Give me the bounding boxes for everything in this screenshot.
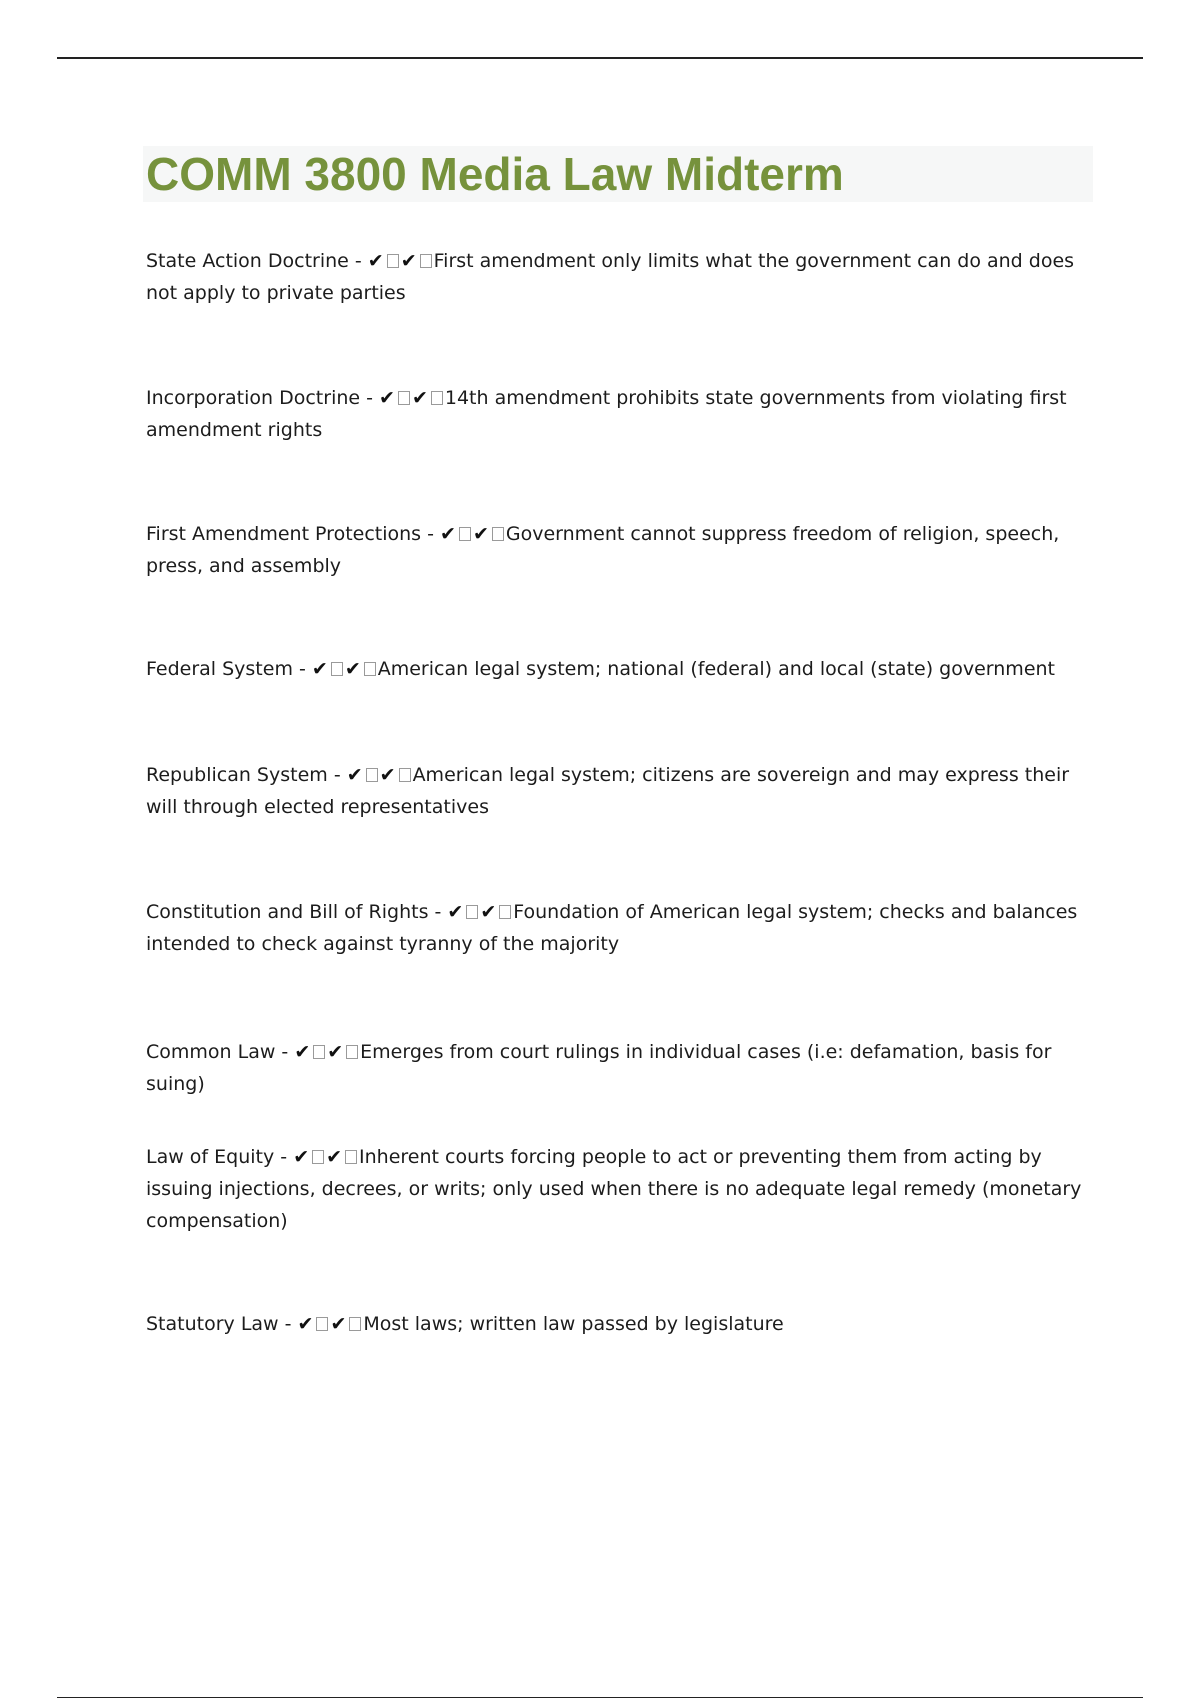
check-mark-icon: ✔ (472, 523, 489, 545)
check-mark-icon: ✔ (411, 387, 428, 409)
empty-box-icon (466, 905, 478, 919)
check-mark-icon: ✔ (311, 658, 328, 680)
entry-separator: - (428, 901, 448, 923)
entry-definition: Government cannot suppress freedom of religion, speech, press, and assembly (146, 523, 1060, 577)
entry-statutory-law (146, 1308, 1086, 1340)
empty-box-icon (316, 1317, 328, 1331)
entry-definition: 14th amendment prohibits state governments from violating first amendment rights (146, 387, 1067, 441)
entry-term: Republican System (146, 764, 328, 786)
entry-separator: - (421, 523, 441, 545)
entry-separator: - (275, 1041, 295, 1063)
entry-definition: Emerges from court rulings in individual cases (i.e: defamation, basis for suing) (146, 1041, 1052, 1095)
top-rule (57, 57, 1143, 59)
empty-box-icon (398, 391, 410, 405)
empty-box-icon (459, 527, 471, 541)
entry-separator: - (327, 764, 347, 786)
empty-box-icon (399, 768, 411, 782)
entry-common-law (146, 1036, 1086, 1100)
check-mark-icon: ✔ (327, 1041, 344, 1063)
empty-box-icon (499, 905, 511, 919)
check-mark-icon: ✔ (294, 1041, 311, 1063)
entry-definition: Inherent courts forcing people to act or preventing them from acting by issuing injections, decrees, or writs; only used when there is no adequate legal remedy (monetary compensation) (146, 1146, 1082, 1232)
entry-separator: - (278, 1313, 298, 1335)
entry-incorporation-doctrine (146, 382, 1086, 446)
entry-definition: American legal system; citizens are sovereign and may express their will through elected representatives (146, 764, 1070, 818)
empty-box-icon (431, 391, 443, 405)
empty-box-icon (346, 1045, 358, 1059)
entry-first-amendment-protections (146, 518, 1086, 582)
entry-term: Common Law (146, 1041, 276, 1063)
check-mark-icon: ✔ (297, 1313, 314, 1335)
entry-term: State Action Doctrine (146, 250, 349, 272)
entry-term: Law of Equity (146, 1146, 275, 1168)
check-mark-icon: ✔ (440, 523, 456, 545)
empty-box-icon (312, 1150, 324, 1164)
check-mark-icon: ✔ (344, 658, 361, 680)
entry-separator: - (360, 387, 380, 409)
entry-republican-system (146, 759, 1086, 823)
check-mark-icon: ✔ (367, 250, 384, 272)
entry-state-action-doctrine (146, 245, 1086, 309)
check-mark-icon: ✔ (379, 764, 396, 786)
entry-separator: - (348, 250, 368, 272)
empty-box-icon (364, 662, 376, 676)
entry-definition: American legal system; national (federal) and local (state) government (377, 658, 1055, 680)
empty-box-icon (366, 768, 378, 782)
entry-term: First Amendment Protections (146, 523, 422, 545)
entry-term: Constitution and Bill of Rights (146, 901, 429, 923)
document-title: COMM 3800 Media Law Midterm (146, 148, 844, 200)
empty-box-icon (349, 1317, 361, 1331)
entry-term: Federal System (146, 658, 293, 680)
empty-box-icon (420, 254, 432, 268)
check-mark-icon: ✔ (293, 1146, 310, 1168)
check-mark-icon: ✔ (447, 901, 464, 923)
empty-box-icon (387, 254, 399, 268)
entry-definition: First amendment only limits what the government can do and does not apply to private parties (146, 250, 1075, 304)
entry-separator: - (292, 658, 312, 680)
entry-definition: Foundation of American legal system; checks and balances intended to check against tyranny of the majority (146, 901, 1078, 955)
entry-term: Statutory Law (146, 1313, 279, 1335)
entry-constitution-bill-of-rights (146, 896, 1086, 960)
entry-law-of-equity (146, 1141, 1086, 1237)
empty-box-icon (313, 1045, 325, 1059)
check-mark-icon: ✔ (330, 1313, 347, 1335)
empty-box-icon (492, 527, 504, 541)
check-mark-icon: ✔ (346, 764, 363, 786)
check-mark-icon: ✔ (400, 250, 417, 272)
entry-separator: - (274, 1146, 294, 1168)
check-mark-icon: ✔ (326, 1146, 343, 1168)
entry-federal-system (146, 653, 1086, 685)
empty-box-icon (345, 1150, 357, 1164)
check-mark-icon: ✔ (379, 387, 395, 409)
check-mark-icon: ✔ (480, 901, 497, 923)
bottom-rule (57, 1697, 1143, 1698)
entry-definition: Most laws; written law passed by legislature (363, 1313, 784, 1335)
empty-box-icon (331, 662, 343, 676)
entry-term: Incorporation Doctrine (146, 387, 361, 409)
